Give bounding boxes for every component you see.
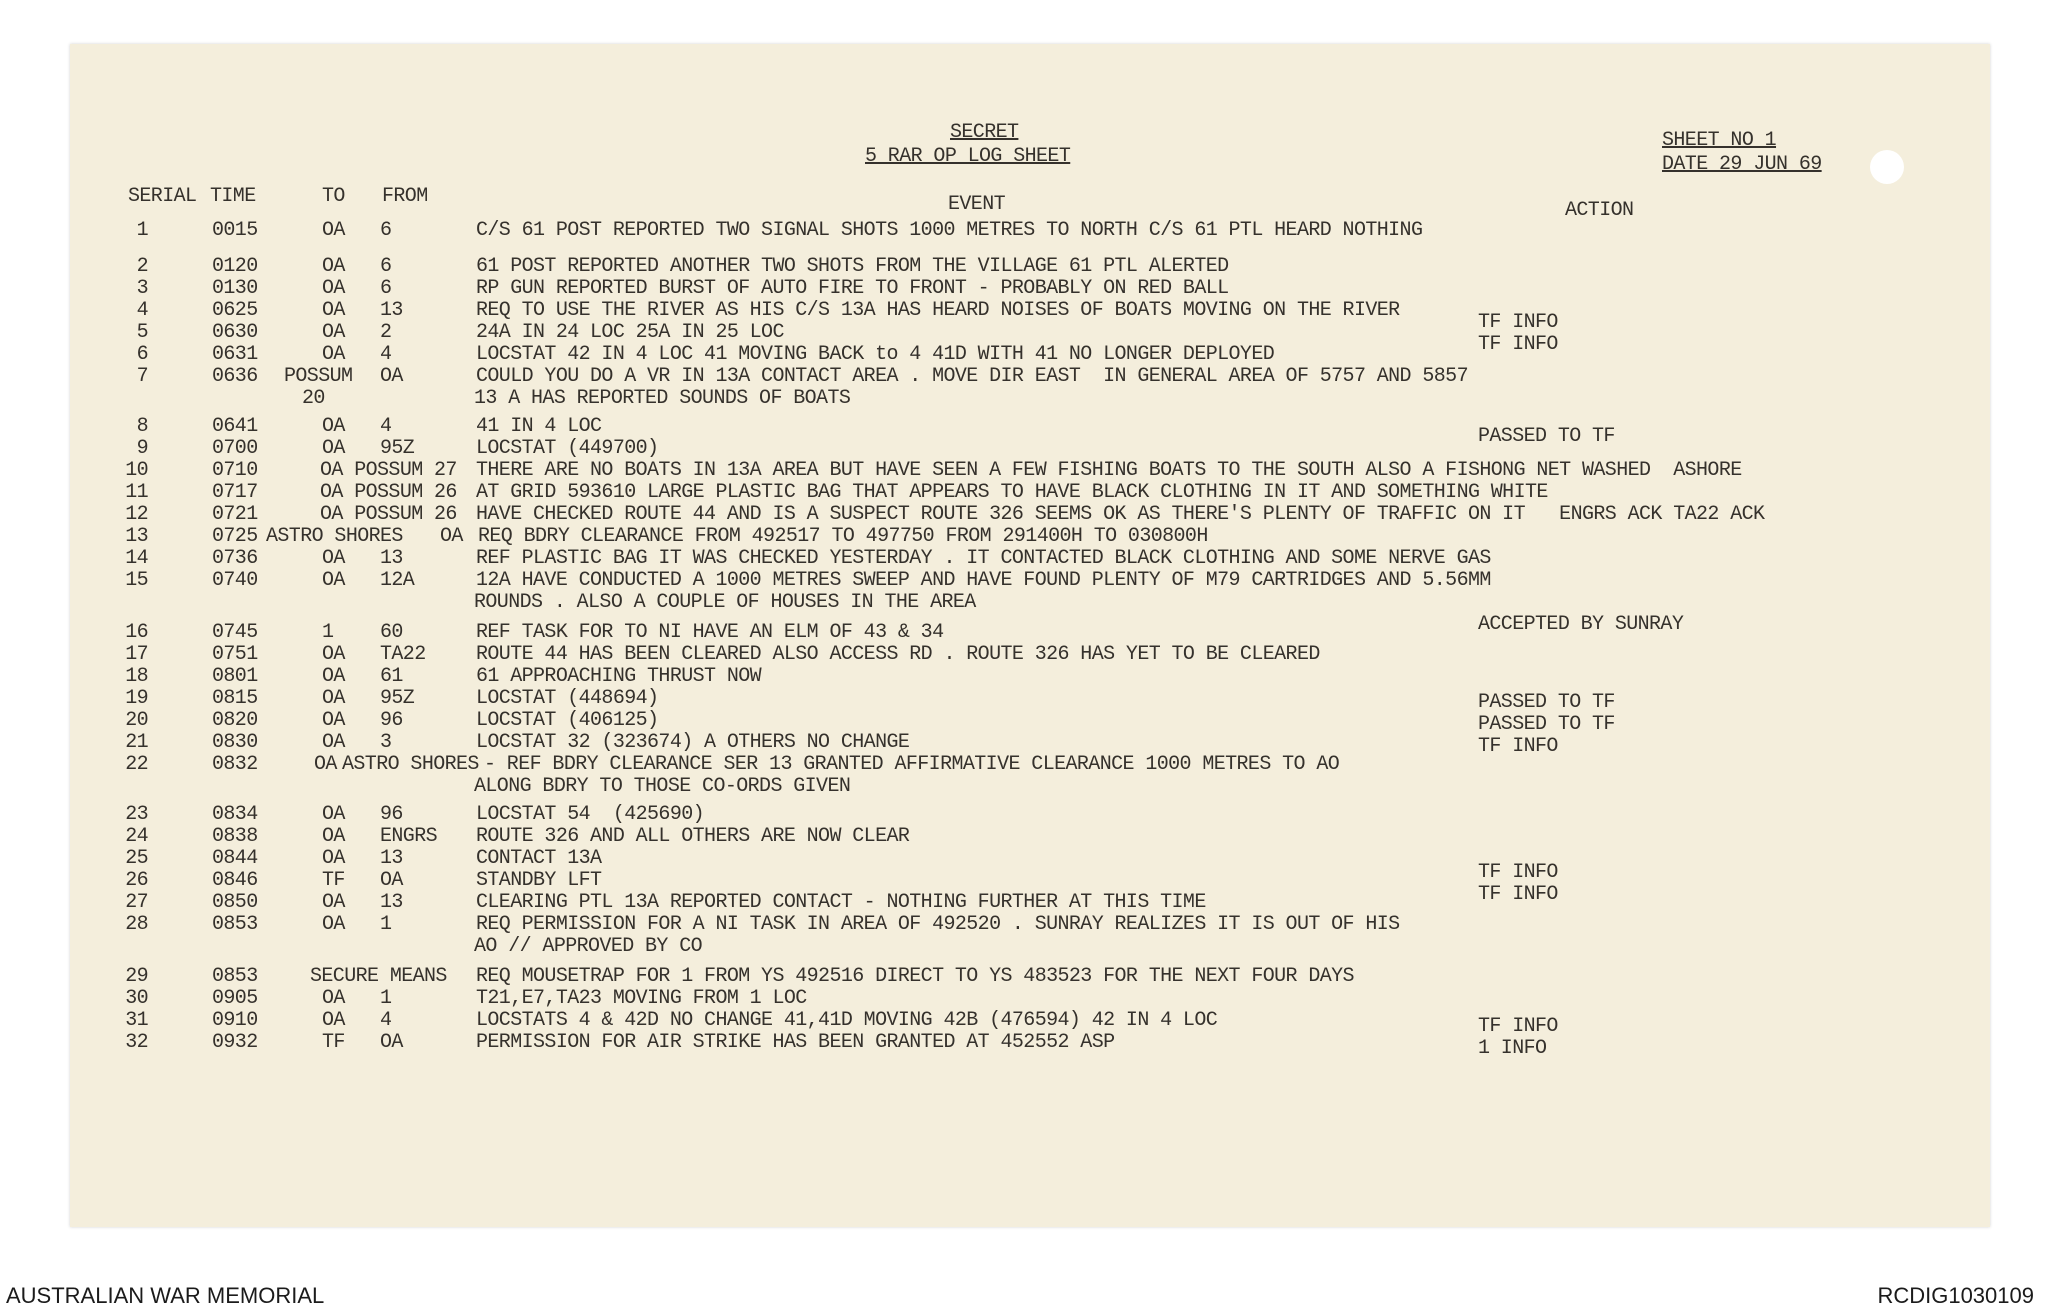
entry-serial: 29	[125, 965, 148, 988]
entry-from: 3	[380, 731, 392, 754]
entry-time: 0700	[212, 437, 258, 460]
entry-serial: 21	[125, 731, 148, 754]
entry-from: 12A	[380, 569, 415, 592]
entry-serial: 9	[136, 437, 148, 460]
entry-time: 0905	[212, 987, 258, 1010]
entry-event: THERE ARE NO BOATS IN 13A AREA BUT HAVE SEEN A FEW FISHING BOATS TO THE SOUTH ALSO A FISHONG NET WASHED ASHORE	[476, 459, 1742, 482]
entry-to: OA	[322, 1009, 345, 1032]
entry-from: ASTRO SHORES	[342, 753, 479, 776]
entry-serial: 7	[136, 365, 148, 388]
entry-event: C/S 61 POST REPORTED TWO SIGNAL SHOTS 1000 METRES TO NORTH C/S 61 PTL HEARD NOTHING	[476, 219, 1423, 242]
entry-to: OA	[322, 891, 345, 914]
sheet-date: DATE 29 JUN 69	[1662, 153, 1822, 176]
entry-serial: 11	[125, 481, 148, 504]
entry-from: 1	[380, 913, 392, 936]
entry-to: OA	[322, 437, 345, 460]
entry-action: PASSED TO TF	[1478, 425, 1615, 448]
entry-to: OA	[322, 643, 345, 666]
entry-from: OA	[380, 365, 403, 388]
entry-serial: 17	[125, 643, 148, 666]
col-serial: SERIAL	[128, 185, 197, 208]
entry-to: OA	[314, 753, 337, 776]
entry-to: OA	[322, 731, 345, 754]
entry-time: 0838	[212, 825, 258, 848]
entry-event: LOCSTATS 4 & 42D NO CHANGE 41,41D MOVING 42B (476594) 42 IN 4 LOC	[476, 1009, 1218, 1032]
footer-source: AUSTRALIAN WAR MEMORIAL	[6, 1283, 325, 1308]
entry-time: 0853	[212, 913, 258, 936]
entry-time: 0820	[212, 709, 258, 732]
entry-from: OA	[380, 869, 403, 892]
entry-from: 13	[380, 891, 403, 914]
entry-time: 0830	[212, 731, 258, 754]
entry-event: 12A HAVE CONDUCTED A 1000 METRES SWEEP AND HAVE FOUND PLENTY OF M79 CARTRIDGES AND 5.56MM	[476, 569, 1491, 592]
entry-from: 4	[380, 343, 392, 366]
entry-from: 61	[380, 665, 403, 688]
entry-serial: 12	[125, 503, 148, 526]
entry-serial: 26	[125, 869, 148, 892]
entry-time: 0740	[212, 569, 258, 592]
entry-from: 6	[380, 219, 392, 242]
entry-to: OA	[322, 415, 345, 438]
entry-to: TF	[322, 1031, 345, 1054]
entry-event: ROUTE 326 AND ALL OTHERS ARE NOW CLEAR	[476, 825, 910, 848]
entry-time: 0751	[212, 643, 258, 666]
entry-to: POSSUM	[284, 365, 353, 388]
entry-time: 0630	[212, 321, 258, 344]
entry-event: LOCSTAT 54 (425690)	[476, 803, 705, 826]
entry-serial: 31	[125, 1009, 148, 1032]
entry-action: PASSED TO TF	[1478, 713, 1615, 736]
punch-hole	[1870, 150, 1904, 184]
entry-event: 41 IN 4 LOC	[476, 415, 602, 438]
entry-serial: 6	[136, 343, 148, 366]
entry-serial: 27	[125, 891, 148, 914]
entry-serial: 4	[136, 299, 148, 322]
entry-event: REQ MOUSETRAP FOR 1 FROM YS 492516 DIRECT TO YS 483523 FOR THE NEXT FOUR DAYS	[476, 965, 1354, 988]
entry-from: 6	[380, 255, 392, 278]
entry-event-line2: AO // APPROVED BY CO	[474, 935, 703, 958]
entry-time: 0801	[212, 665, 258, 688]
entry-to: 1	[322, 621, 334, 644]
entry-event: CLEARING PTL 13A REPORTED CONTACT - NOTHING FURTHER AT THIS TIME	[476, 891, 1206, 914]
entry-serial: 16	[125, 621, 148, 644]
entry-serial: 3	[136, 277, 148, 300]
entry-time: 0745	[212, 621, 258, 644]
entry-to: OA	[322, 687, 345, 710]
entry-from: 96	[380, 803, 403, 826]
entry-from: 2	[380, 321, 392, 344]
entry-serial: 14	[125, 547, 148, 570]
entry-to: OA	[322, 569, 345, 592]
entry-time: 0932	[212, 1031, 258, 1054]
entry-from: 13	[380, 547, 403, 570]
entry-from: 6	[380, 277, 392, 300]
entry-from: 95Z	[380, 437, 415, 460]
entry-to: OA	[322, 709, 345, 732]
sheet-number: SHEET NO 1	[1662, 129, 1777, 152]
col-time: TIME	[210, 185, 256, 208]
entry-event: ROUTE 44 HAS BEEN CLEARED ALSO ACCESS RD . ROUTE 326 HAS YET TO BE CLEARED	[476, 643, 1320, 666]
entry-to: OA	[322, 299, 345, 322]
entry-action: 1 INFO	[1478, 1037, 1547, 1060]
entry-to: OA	[322, 803, 345, 826]
entry-to: OA	[322, 321, 345, 344]
entry-from: 4	[380, 1009, 392, 1032]
entry-to: OA	[322, 987, 345, 1010]
entry-time: 0832	[212, 753, 258, 776]
entry-time: 0815	[212, 687, 258, 710]
entry-to: OA	[322, 255, 345, 278]
entry-time: 0710	[212, 459, 258, 482]
entry-serial: 10	[125, 459, 148, 482]
entry-to: OA	[322, 825, 345, 848]
entry-serial: 15	[125, 569, 148, 592]
entry-event: COULD YOU DO A VR IN 13A CONTACT AREA . MOVE DIR EAST IN GENERAL AREA OF 5757 AND 5857	[476, 365, 1468, 388]
entry-to: OA	[322, 277, 345, 300]
entry-time: 0850	[212, 891, 258, 914]
entry-time: 0015	[212, 219, 258, 242]
entry-event: REQ BDRY CLEARANCE FROM 492517 TO 497750 FROM 291400H TO 030800H	[478, 525, 1208, 548]
col-action: ACTION	[1565, 199, 1634, 222]
entry-serial: 19	[125, 687, 148, 710]
entry-to: OA	[322, 847, 345, 870]
entry-event: 61 APPROACHING THRUST NOW	[476, 665, 762, 688]
entry-time: 0717	[212, 481, 258, 504]
entry-event: LOCSTAT 42 IN 4 LOC 41 MOVING BACK to 4 41D WITH 41 NO LONGER DEPLOYED	[476, 343, 1275, 366]
entry-serial: 8	[136, 415, 148, 438]
entry-time: 0846	[212, 869, 258, 892]
entry-event: LOCSTAT (448694)	[476, 687, 659, 710]
entry-serial: 20	[125, 709, 148, 732]
entry-from: OA	[380, 1031, 403, 1054]
entry-time: 0130	[212, 277, 258, 300]
entry-event-line2: ROUNDS . ALSO A COUPLE OF HOUSES IN THE AREA	[474, 591, 976, 614]
entry-event: LOCSTAT (449700)	[476, 437, 659, 460]
entry-serial: 13	[125, 525, 148, 548]
entry-from: 13	[380, 299, 403, 322]
entry-time: 0625	[212, 299, 258, 322]
entry-from: TA22	[380, 643, 426, 666]
footer-id: RCDIG1030109	[1877, 1283, 2034, 1308]
entry-event: LOCSTAT (406125)	[476, 709, 659, 732]
entry-action: ACCEPTED BY SUNRAY	[1478, 613, 1684, 636]
entry-serial: 32	[125, 1031, 148, 1054]
entry-serial: 5	[136, 321, 148, 344]
entry-time: 0641	[212, 415, 258, 438]
entry-event: RP GUN REPORTED BURST OF AUTO FIRE TO FRONT - PROBABLY ON RED BALL	[476, 277, 1229, 300]
entry-from: 60	[380, 621, 403, 644]
entry-time: 0910	[212, 1009, 258, 1032]
entry-event: - REF BDRY CLEARANCE SER 13 GRANTED AFFIRMATIVE CLEARANCE 1000 METRES TO AO	[484, 753, 1340, 776]
entry-action: TF INFO	[1478, 883, 1558, 906]
entry-time: 0631	[212, 343, 258, 366]
entry-event: 61 POST REPORTED ANOTHER TWO SHOTS FROM THE VILLAGE 61 PTL ALERTED	[476, 255, 1229, 278]
entry-event: AT GRID 593610 LARGE PLASTIC BAG THAT APPEARS TO HAVE BLACK CLOTHING IN IT AND SOMETHING WHITE	[476, 481, 1548, 504]
entry-to: OA	[322, 913, 345, 936]
entry-event: PERMISSION FOR AIR STRIKE HAS BEEN GRANTED AT 452552 ASP	[476, 1031, 1115, 1054]
entry-action: TF INFO	[1478, 333, 1558, 356]
sheet-title: 5 RAR OP LOG SHEET	[865, 145, 1071, 168]
entry-to: OA	[322, 665, 345, 688]
entry-event: CONTACT 13A	[476, 847, 602, 870]
entry-time: 0721	[212, 503, 258, 526]
entry-serial: 25	[125, 847, 148, 870]
entry-to: OA POSSUM 26	[320, 481, 457, 504]
entry-event: T21,E7,TA23 MOVING FROM 1 LOC	[476, 987, 807, 1010]
entry-from: 13	[380, 847, 403, 870]
entry-to: ASTRO SHORES	[266, 525, 403, 548]
entry-event-line2: ALONG BDRY TO THOSE CO-ORDS GIVEN	[474, 775, 851, 798]
entry-to: OA POSSUM 26	[320, 503, 457, 526]
entry-from: 1	[380, 987, 392, 1010]
entry-event: REQ PERMISSION FOR A NI TASK IN AREA OF 492520 . SUNRAY REALIZES IT IS OUT OF HIS	[476, 913, 1400, 936]
entry-from: 4	[380, 415, 392, 438]
entry-event: REF PLASTIC BAG IT WAS CHECKED YESTERDAY . IT CONTACTED BLACK CLOTHING AND SOME NERVE GAS	[476, 547, 1491, 570]
entry-from: ENGRS	[380, 825, 438, 848]
entry-serial: 24	[125, 825, 148, 848]
entry-from: 95Z	[380, 687, 415, 710]
entry-to: SECURE MEANS	[310, 965, 447, 988]
entry-event: HAVE CHECKED ROUTE 44 AND IS A SUSPECT ROUTE 326 SEEMS OK AS THERE'S PLENTY OF TRAFFIC ON IT ENGRS ACK TA22 ACK	[476, 503, 1765, 526]
entry-to: OA	[322, 219, 345, 242]
entry-serial: 28	[125, 913, 148, 936]
entry-action: TF INFO	[1478, 1015, 1558, 1038]
entry-time: 0853	[212, 965, 258, 988]
entry-serial: 18	[125, 665, 148, 688]
entry-serial: 30	[125, 987, 148, 1010]
entry-to-line2: 20	[302, 387, 325, 410]
entry-event: REQ TO USE THE RIVER AS HIS C/S 13A HAS HEARD NOISES OF BOATS MOVING ON THE RIVER	[476, 299, 1400, 322]
entry-to: TF	[322, 869, 345, 892]
entry-time: 0725	[212, 525, 258, 548]
entry-event: LOCSTAT 32 (323674) A OTHERS NO CHANGE	[476, 731, 910, 754]
entry-serial: 1	[136, 219, 148, 242]
classification: SECRET	[950, 121, 1019, 144]
entry-time: 0844	[212, 847, 258, 870]
entry-from: OA	[440, 525, 463, 548]
entry-time: 0834	[212, 803, 258, 826]
entry-serial: 22	[125, 753, 148, 776]
entry-to: OA POSSUM 27	[320, 459, 457, 482]
entry-time: 0636	[212, 365, 258, 388]
entry-action: PASSED TO TF	[1478, 691, 1615, 714]
col-from: FROM	[382, 185, 428, 208]
log-sheet-paper	[70, 44, 1990, 1227]
entry-event: STANDBY LFT	[476, 869, 602, 892]
entry-serial: 2	[136, 255, 148, 278]
entry-time: 0120	[212, 255, 258, 278]
entry-time: 0736	[212, 547, 258, 570]
entry-to: OA	[322, 343, 345, 366]
entry-serial: 23	[125, 803, 148, 826]
entry-action: TF INFO	[1478, 861, 1558, 884]
entry-from: 96	[380, 709, 403, 732]
col-to: TO	[322, 185, 345, 208]
entry-event-line2: 13 A HAS REPORTED SOUNDS OF BOATS	[474, 387, 851, 410]
entry-event: REF TASK FOR TO NI HAVE AN ELM OF 43 & 34	[476, 621, 944, 644]
entry-action: TF INFO	[1478, 311, 1558, 334]
entry-action: TF INFO	[1478, 735, 1558, 758]
col-event: EVENT	[948, 193, 1006, 216]
entry-event: 24A IN 24 LOC 25A IN 25 LOC	[476, 321, 784, 344]
entry-to: OA	[322, 547, 345, 570]
